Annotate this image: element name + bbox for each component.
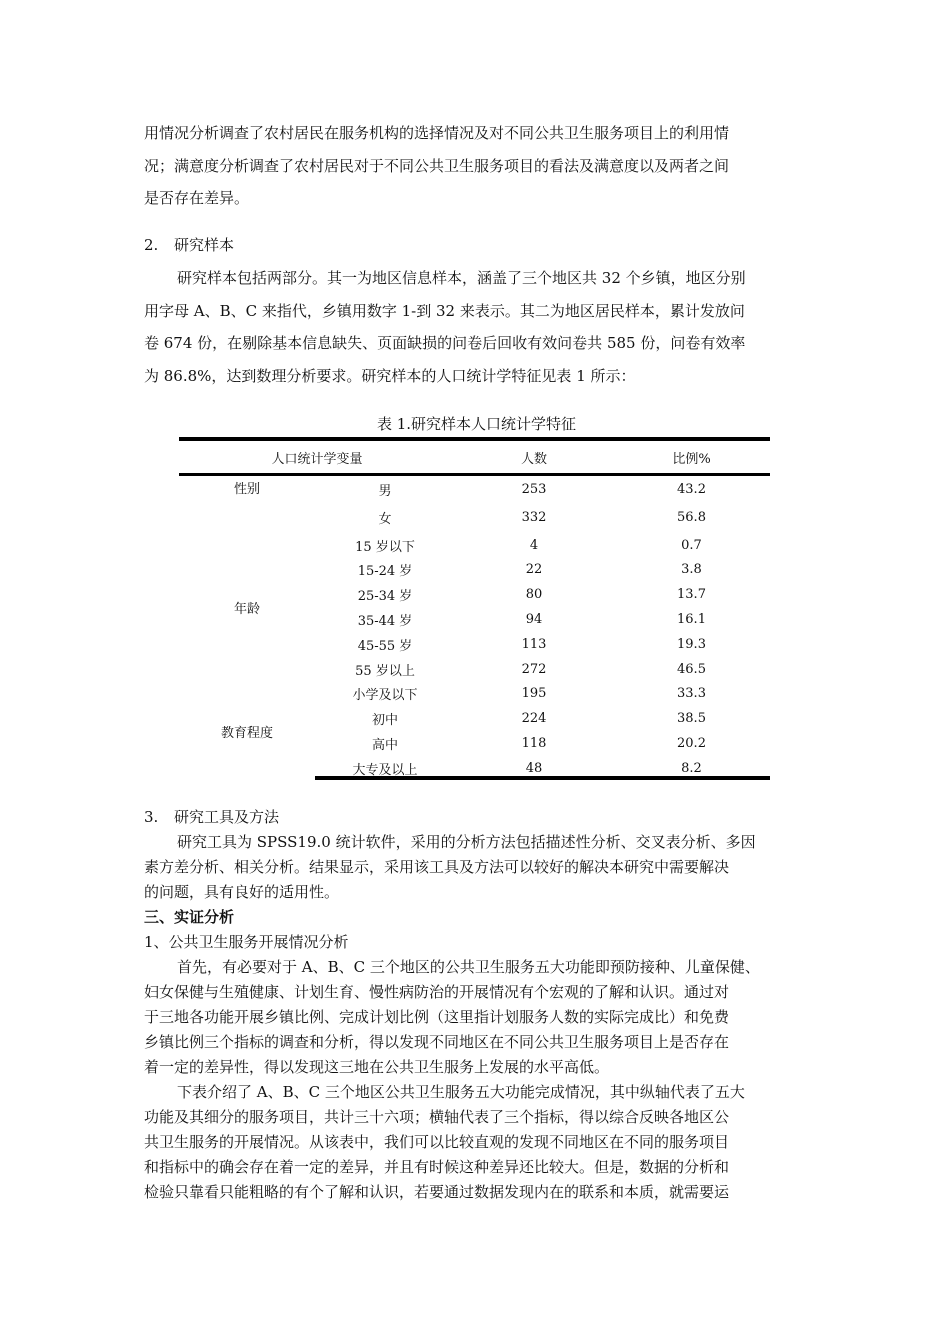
group-age: 年龄 xyxy=(233,601,260,617)
cell-item: 女 xyxy=(378,512,392,528)
cell-item: 小学及以下 xyxy=(352,688,418,704)
cell-count: 253 xyxy=(521,481,547,497)
text-line: 和指标中的确会存在着一定的差异，并且有时候这种差异还比较大。但是，数据的分析和 xyxy=(144,1158,730,1176)
cell-item: 大专及以上 xyxy=(352,762,418,778)
text-line: 乡镇比例三个指标的调查和分析，得以发现不同地区在不同公共卫生服务项目上是否存在 xyxy=(144,1033,730,1051)
section-title: 研究工具及方法 xyxy=(174,808,280,826)
text-line: 首先，有必要对于 A、B、C 三个地区的公共卫生服务五大功能即预防接种、儿童保健、 xyxy=(177,958,760,976)
section-title: 研究样本 xyxy=(174,236,235,254)
cell-percent: 38.5 xyxy=(677,711,706,727)
text-line: 于三地各功能开展乡镇比例、完成计划比例（这里指计划服务人数的实际完成比）和免费 xyxy=(144,1008,730,1026)
cell-percent: 19.3 xyxy=(677,636,706,652)
section-number: 2. xyxy=(144,236,159,254)
cell-count: 272 xyxy=(521,661,547,677)
cell-percent: 8.2 xyxy=(681,760,702,776)
table-row xyxy=(179,475,770,503)
cell-count: 4 xyxy=(529,537,539,553)
analysis-paragraph-1 xyxy=(144,955,809,1080)
cell-percent: 46.5 xyxy=(677,661,706,677)
cell-count: 113 xyxy=(521,636,547,652)
cell-percent: 33.3 xyxy=(677,686,706,702)
text-line: 用情况分析调查了农村居民在服务机构的选择情况及对不同公共卫生服务项目上的利用情 xyxy=(144,124,730,142)
cell-percent: 43.2 xyxy=(677,481,706,497)
text-line: 妇女保健与生殖健康、计划生育、慢性病防治的开展情况有个宏观的了解和认识。通过对 xyxy=(144,983,730,1001)
text-line: 研究样本包括两部分。其一为地区信息样本，涵盖了三个地区共 32 个乡镇，地区分别 xyxy=(177,269,746,287)
text-line: 检验只靠看只能粗略的有个了解和认识，若要通过数据发现内在的联系和本质，就需要运 xyxy=(144,1183,730,1201)
table-row xyxy=(179,682,770,707)
text-line: 共卫生服务的开展情况。从该表中，我们可以比较直观的发现不同地区在不同的服务项目 xyxy=(144,1133,730,1151)
text-line: 用字母 A、B、C 来指代，乡镇用数字 1-到 32 来表示。其二为地区居民样本，累计发放问 xyxy=(144,301,745,320)
cell-item: 35-44 岁 xyxy=(357,614,413,630)
text-line: 素方差分析、相关分析。结果显示，采用该工具及方法可以较好的解决本研究中需要解决 xyxy=(144,858,730,876)
group-education: 教育程度 xyxy=(220,725,273,741)
cell-item: 15 岁以下 xyxy=(355,539,415,555)
cell-count: 332 xyxy=(521,510,547,526)
text-line: 功能及其细分的服务项目，共计三十六项；横轴代表了三个指标，得以综合反映各地区公 xyxy=(144,1108,730,1126)
header-variable: 人口统计学变量 xyxy=(179,439,455,475)
text-line: 况；满意度分析调查了农村居民对于不同公共卫生服务项目的看法及满意度以及两者之间 xyxy=(144,156,730,175)
cell-item: 45-55 岁 xyxy=(357,638,413,654)
cell-count: 195 xyxy=(521,686,547,702)
methods-paragraph xyxy=(144,830,809,905)
chapter-heading: 三、实证分析 xyxy=(144,908,235,926)
cell-item: 15-24 岁 xyxy=(357,564,413,580)
section-heading xyxy=(144,805,809,830)
demographics-table xyxy=(179,437,770,781)
cell-item: 55 岁以上 xyxy=(355,663,415,679)
group-gender: 性别 xyxy=(233,482,260,497)
section-heading xyxy=(144,229,809,262)
text-line: 的问题，具有良好的适用性。 xyxy=(144,883,340,901)
cell-percent: 13.7 xyxy=(677,587,706,603)
cell-percent: 56.8 xyxy=(677,510,706,526)
text-line: 研究工具为 SPSS19.0 统计软件，采用的分析方法包括描述性分析、交叉表分析、多因 xyxy=(177,833,756,851)
cell-count: 48 xyxy=(525,760,543,776)
text-line: 卷 674 份，在剔除基本信息缺失、页面缺损的问卷后回收有效问卷共 585 份，问卷有效率 xyxy=(144,334,746,352)
cell-count: 80 xyxy=(525,587,543,603)
text-line: 下表介绍了 A、B、C 三个地区公共卫生服务五大功能完成情况，其中纵轴代表了五大 xyxy=(177,1083,745,1101)
cell-item: 男 xyxy=(378,483,392,499)
table-header-row xyxy=(179,439,770,475)
cell-item: 高中 xyxy=(371,738,398,754)
text-line: 是否存在差异。 xyxy=(144,189,250,207)
table-row xyxy=(179,503,770,533)
cell-item: 25-34 岁 xyxy=(357,589,413,605)
cell-count: 22 xyxy=(525,562,543,578)
subsection-heading: 1、公共卫生服务开展情况分析 xyxy=(144,933,349,951)
header-percent: 比例% xyxy=(613,439,770,475)
cell-percent: 0.7 xyxy=(681,537,702,553)
cell-percent: 3.8 xyxy=(681,562,702,578)
text-line: 为 86.8%，达到数理分析要求。研究样本的人口统计学特征见表 1 所示： xyxy=(144,366,636,385)
cell-item: 初中 xyxy=(371,713,398,729)
header-count: 人数 xyxy=(455,439,613,475)
cell-count: 94 xyxy=(525,612,543,628)
intro-paragraph xyxy=(144,117,809,215)
cell-count: 118 xyxy=(521,736,547,752)
table-bottom-rule xyxy=(315,776,770,780)
analysis-paragraph-2 xyxy=(144,1080,809,1205)
cell-count: 224 xyxy=(521,711,547,727)
cell-percent: 20.2 xyxy=(677,736,706,752)
text-line: 着一定的差异性，得以发现这三地在公共卫生服务上发展的水平高低。 xyxy=(144,1058,610,1076)
table-row xyxy=(179,533,770,558)
cell-percent: 16.1 xyxy=(677,612,706,628)
section-number: 3. xyxy=(144,808,159,826)
table-caption: 表 1.研究样本人口统计学特征 xyxy=(376,415,577,433)
sample-paragraph xyxy=(144,262,809,392)
